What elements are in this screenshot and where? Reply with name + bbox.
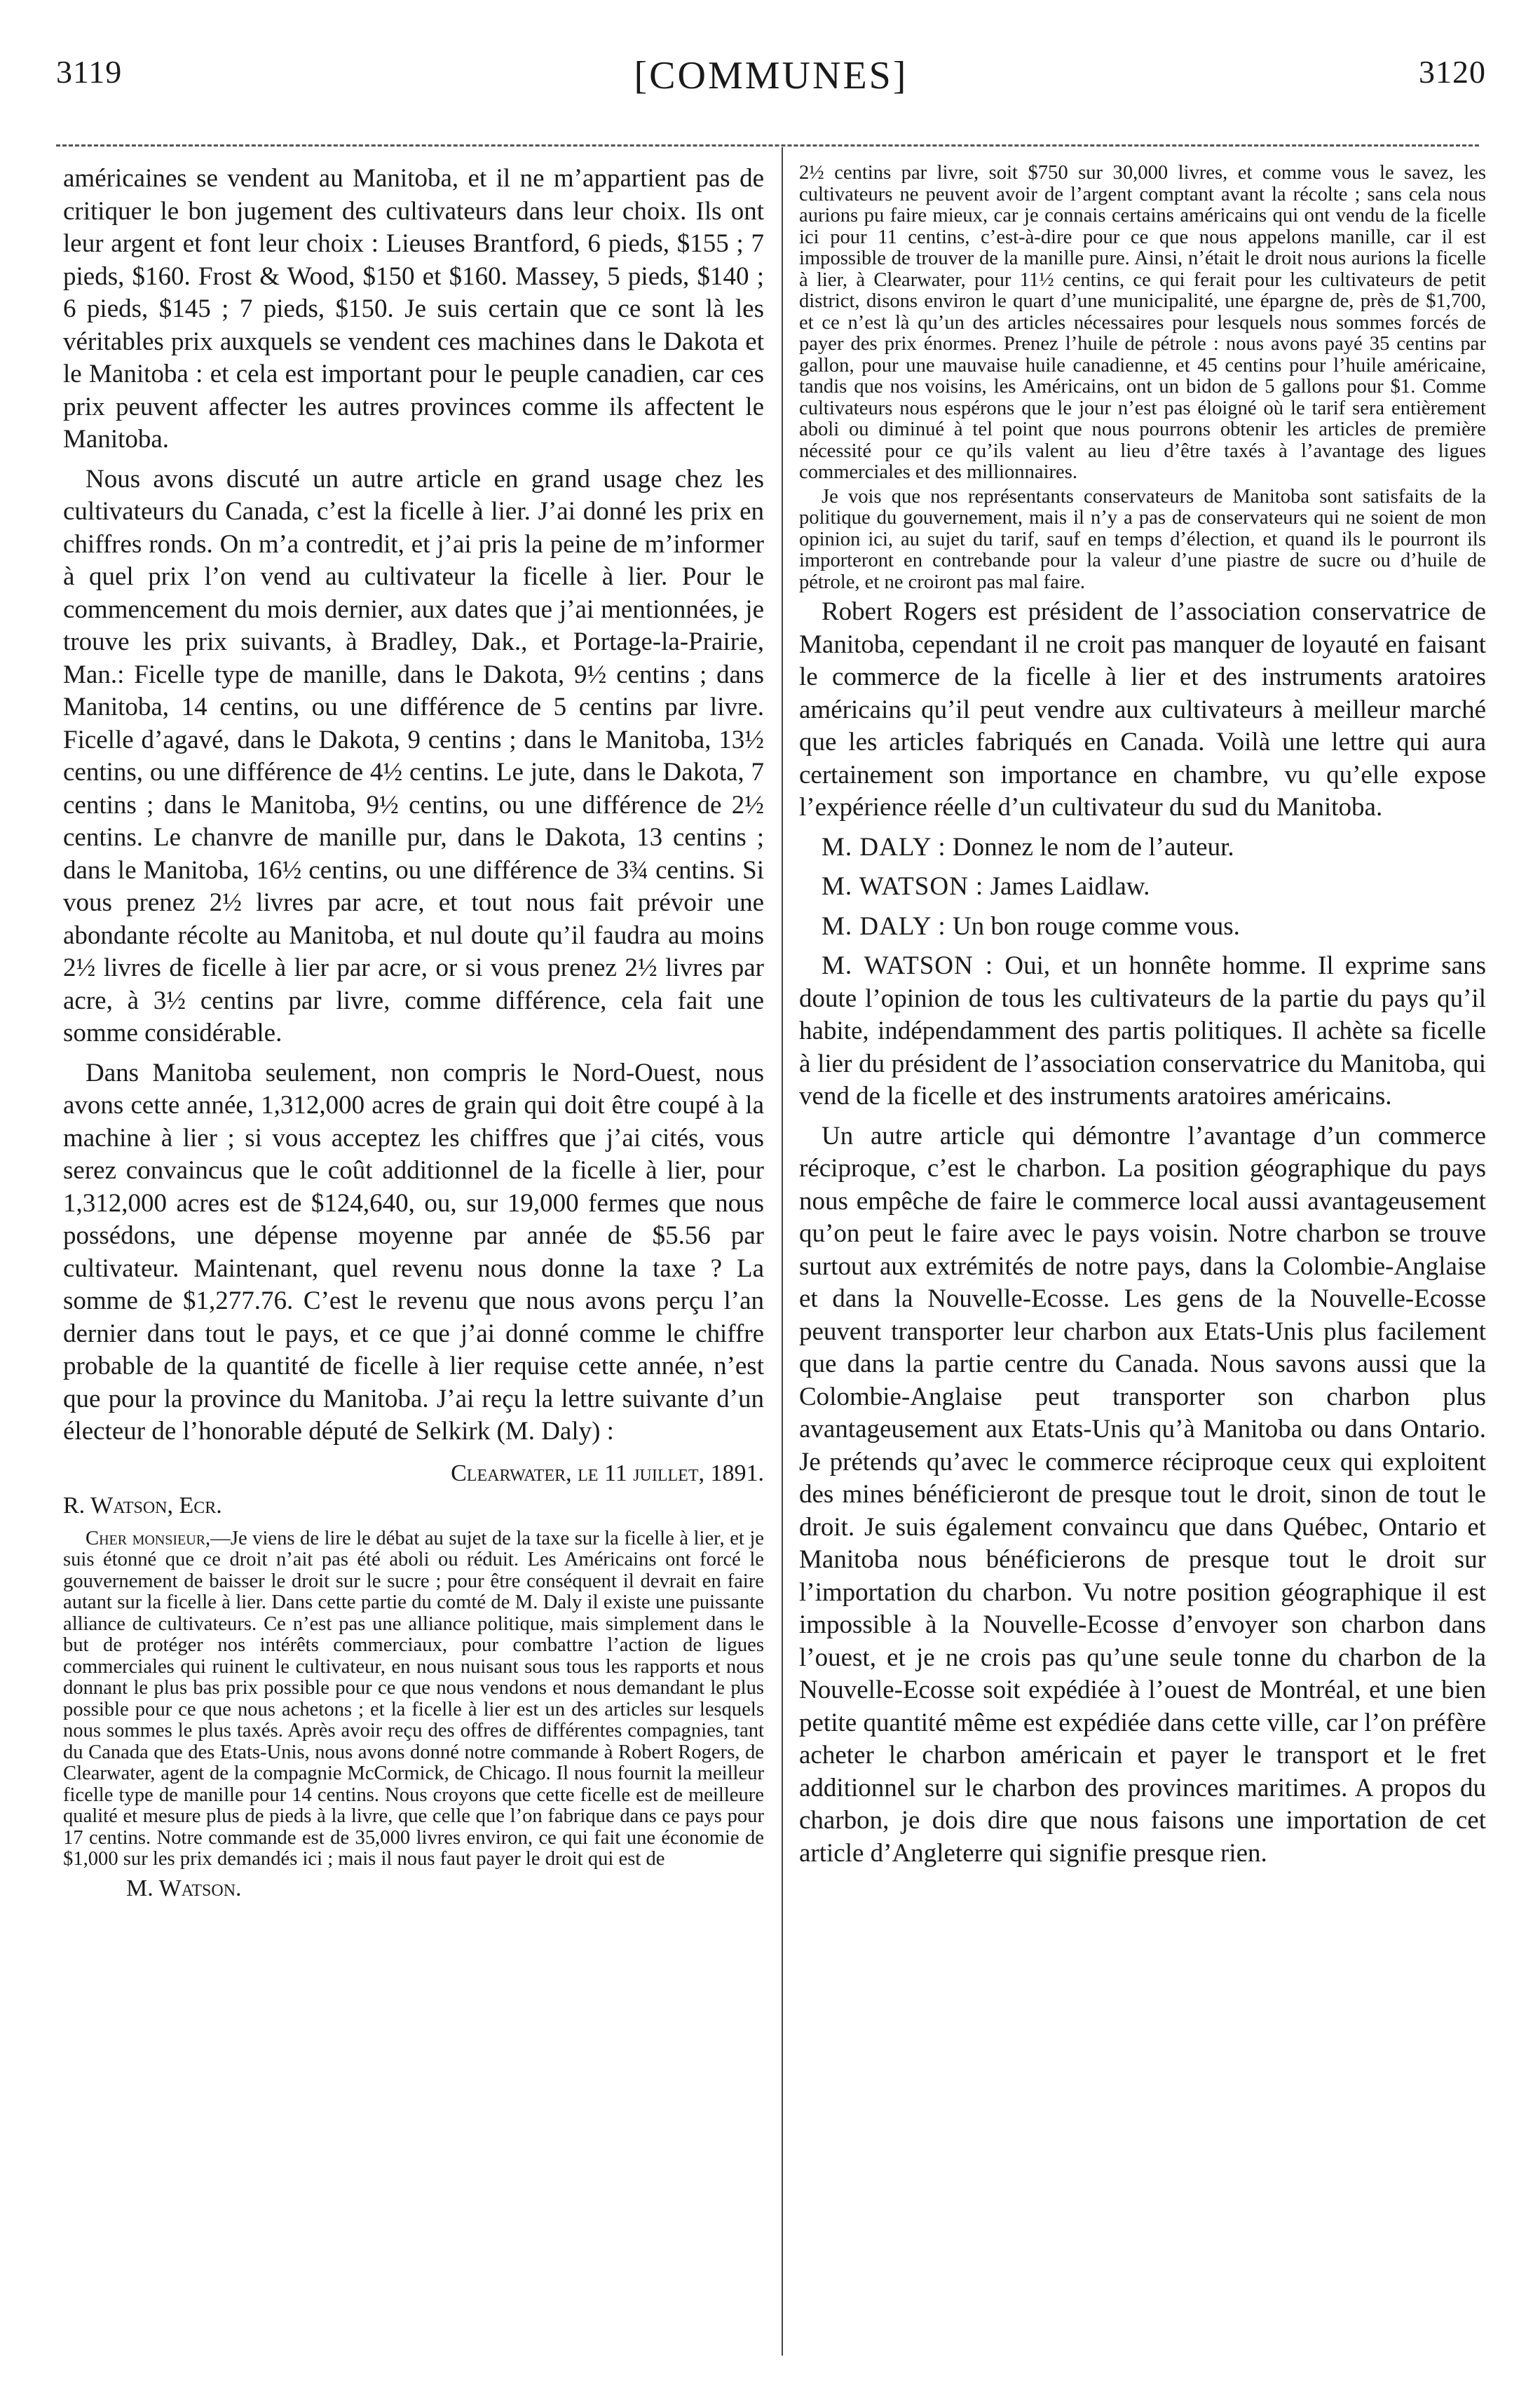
speech: [799, 831, 1486, 864]
paragraph: Robert Rogers est président de l’association conservatrice de Manitoba, cependant il ne croit pas manquer de loyauté en faisant le commerce de la ficelle à lier et des instruments aratoires américains qu’il peut vendre aux cultivateurs à meilleur marché que les articles fabriqués en Canada. Voilà une lettre qui aura certainement son importance en chambre, vu qu’elle expose l’expérience réelle d’un cultivateur du sud du Manitoba.: [799, 597, 1486, 822]
letter-body: [63, 1528, 764, 1870]
speech: [799, 950, 1486, 1113]
speech: [799, 871, 1486, 904]
speaker-name: M. WATSON :: [822, 951, 994, 980]
page-number-right: 3120: [1419, 54, 1486, 90]
paragraph: Dans Manitoba seulement, non compris le Nord-Ouest, nous avons cette année, 1,312,000 acres de grain qui doit être coupé à la machine à lier ; si vous acceptez les chiffres que j’ai cités, vous serez convaincus que le coût additionnel de la ficelle à lier, pour 1,312,000 acres est de $124,640, ou, sur 19,000 fermes que nous possédons, une dépense moyenne par année de $5.56 par cultivateur. Maintenant, quel revenu nous donne la taxe ? La somme de $1,277.76. C’est le revenu que nous avons perçu l’an dernier dans tout le pays, et ce que j’ai donné comme le chiffre probable de la quantité de ficelle à lier requise cette année, n’est que pour la province du Manitoba. J’ai reçu la lettre suivante d’un électeur de l’honorable député de Selkirk (M. Daly) :: [63, 1058, 764, 1446]
speaker-name: M. WATSON :: [822, 872, 984, 901]
letter-dateline: Clearwater, le 11 juillet, 1891.: [451, 1460, 764, 1486]
letter-continuation: 2½ centins par livre, soit $750 sur 30,000 livres, et comme vous le savez, les cultivateurs ne peuvent avoir de l’argent comptant avant la récolte ; sans cela nous aurions pu faire mieux, car je connais certains américains qui ont vendu de la ficelle ici pour 11 centins, c’est-à-dire pour ce que nous appelons manille, car il est impossible de trouver de la manille pure. Ainsi, n’était le droit nous aurions la ficelle à lier, à Clearwater, pour 11½ centins, ce qui ferait pour les cultivateurs de petit district, disons environ le quart d’une municipalité, une épargne de, près de $1,700, et ce n’est là qu’un des articles nécessaires pour lesquels nous sommes forcés de payer des prix énormes. Prenez l’huile de pétrole : nous avons payé 35 centins par gallon, pour une mauvaise huile canadienne, et 45 centins pour l’huile américaine, tandis que nos voisins, les Américains, ont un bidon de 5 gallons pour $1. Comme cultivateurs nous espérons que le jour n’est pas éloigné où le tarif sera entièrement aboli ou diminué à tel point que nous pourrons obtenir les articles de première nécessité pour ce qu’ils valent au lieu d’être taxés à l’avantage des ligues commerciales et des millionnaires.: [799, 162, 1486, 483]
left-column: [63, 163, 764, 1903]
header-rule: [56, 144, 1479, 147]
speaker-name: M. DALY :: [822, 911, 946, 941]
paragraph: Nous avons discuté un autre article en grand usage chez les cultivateurs du Canada, c’est la ficelle à lier. J’ai donné les prix en chiffres ronds. On m’a contredit, et j’ai pris la peine de m’informer à quel prix l’on vend au cultivateur la ficelle à lier. Pour le commencement du mois dernier, aux dates que j’ai mentionnées, je trouve les prix suivants, à Bradley, Dak., et Portage-la-Prairie, Man.: Ficelle type de manille, dans le Dakota, 9½ centins ; dans Manitoba, 14 centins, ou une différence de 5 centins par livre. Ficelle d’agavé, dans le Dakota, 9 centins ; dans le Manitoba, 13½ centins, ou une différence de 4½ centins. Le jute, dans le Dakota, 7 centins ; dans le Manitoba, 9½ centins, ou une différence de 2½ centins. Le chanvre de manille pur, dans le Dakota, 13 centins ; dans le Manitoba, 16½ centins, ou une différence de 3¾ centins. Si vous prenez 2½ livres par acre, et tout nous fait prévoir une abondante récolte au Manitoba, et nul doute qu’il faudra au moins 2½ livres de ficelle à lier par acre, or si vous prenez 2½ livres par acre, à 3½ centins par livre, comme différence, cela fait une somme considérable.: [63, 464, 764, 1047]
page-number-left: 3119: [56, 54, 123, 90]
speech-text: James Laidlaw.: [990, 872, 1150, 901]
speaker-name: M. DALY :: [822, 832, 946, 862]
paragraph: américaines se vendent au Manitoba, et il ne m’appartient pas de critiquer le bon jugement des cultivateurs dans leur choix. Ils ont leur argent et font leur choix : Lieuses Brantford, 6 pieds, $155 ; 7 pieds, $160. Frost & Wood, $150 et $160. Massey, 5 pieds, $140 ; 6 pieds, $145 ; 7 pieds, $150. Je suis certain que ce sont là les véritables prix auxquels se vendent ces machines dans le Dakota et le Manitoba : et cela est important pour le peuple canadien, car ces prix peuvent affecter les autres provinces comme ils affectent le Manitoba.: [63, 164, 764, 454]
speech-text: Donnez le nom de l’auteur.: [952, 832, 1234, 862]
letter-salutation: Cher monsieur,: [86, 1527, 211, 1549]
letter-continuation: Je vois que nos représentants conservateurs de Manitoba sont satisfaits de la politique du gouvernement, mais il n’y a pas de conservateurs qui ne soient de mon opinion ici, au sujet du tarif, sauf en temps d’élection, et quand ils le pourront ils importeront en contrebande pour la valeur d’une piastre de sucre ou d’huile de pétrole, et ne croiront pas mal faire.: [799, 485, 1486, 593]
speech-text: Oui, et un honnête homme. Il exprime sans doute l’opinion de tous les cultivateurs de la partie du pays qu’il habite, indépendamment des partis politiques. Il achète sa ficelle à lier du président de l’association conservatrice du Manitoba, qui vend de la ficelle et des instruments aratoires américains.: [799, 951, 1486, 1111]
speech-text: Un bon rouge comme vous.: [952, 911, 1240, 941]
speech: [799, 911, 1486, 944]
letter-signature: M. Watson.: [126, 1875, 242, 1901]
column-divider: [782, 147, 783, 2356]
letter-addressee: R. Watson, Ecr.: [63, 1492, 222, 1519]
paragraph: Un autre article qui démontre l’avantage d’un commerce réciproque, c’est le charbon. La position géographique du pays nous empêche de faire le commerce local aussi avantageusement qu’on peut le faire avec le pays voisin. Notre charbon se trouve surtout aux extrémités de notre pays, dans la Colombie-Anglaise et dans la Nouvelle-Ecosse. Les gens de la Nouvelle-Ecosse peuvent transporter leur charbon aux Etats-Unis plus facilement que dans la partie centre du Canada. Nous savons aussi que la Colombie-Anglaise peut transporter son charbon plus avantageusement aux Etats-Unis qu’à Manitoba ou dans Ontario. Je prétends qu’avec le commerce réciproque ceux qui exploitent des mines bénéficieront de presque tout le droit, sinon de tout le droit. Je suis également convaincu que dans Québec, Ontario et Manitoba nous bénéficierons de presque tout le droit sur l’importation du charbon. Vu notre position géographique il est impossible à la Nouvelle-Ecosse d’envoyer son charbon dans l’ouest, et je ne crois pas qu’une seule tonne du charbon de la Nouvelle-Ecosse soit expédiée à l’ouest de Montréal, et une bien petite quantité même est expédiée dans cette ville, car l’on préfère acheter le charbon américain et payer le transport et le fret additionnel sur le charbon des provinces maritimes. A propos du charbon, je dois dire que nous faisons une importation de cet article d’Angleterre qui signifie presque rien.: [799, 1121, 1486, 1868]
letter-text: —Je viens de lire le débat au sujet de la taxe sur la ficelle à lier, et je suis étonné que ce droit n’ait pas été aboli ou réduit. Les Américains ont forcé le gouvernement de baisser le droit sur le sucre ; pour être conséquent il devrait en faire autant sur la ficelle à lier. Dans cette partie du comté de M. Daly il existe une puissante alliance de cultivateurs. Ce n’est pas une alliance politique, mais simplement dans le but de protéger nos intérêts commerciaux, pour combattre l’action de ligues commerciales qui ruinent le cultivateur, en nous nuisant sous tous les rapports et nous donnant le plus bas prix possible pour ce que nous vendons et nous demandant le plus possible pour ce que nous achetons ; et la ficelle à lier est un des articles sur lesquels nous sommes le plus taxés. Après avoir reçu des offres de différentes compagnies, tant du Canada que des Etats-Unis, nous avons donné notre commande à Robert Rogers, de Clearwater, agent de la compagnie McCormick, de Chicago. Il nous fournit la meilleur ficelle type de manille pour 14 centins. Nous croyons que cette ficelle est de meilleure qualité et mesure plus de pieds à la livre, que celle que l’on fabrique dans ce pays pour 17 centins. Notre commande est de 35,000 livres environ, ce qui fait une économie de $1,000 sur les prix demandés ici ; mais il nous faut payer le droit qui est de: [63, 1527, 764, 1870]
page-header: [56, 53, 1486, 109]
page-title: [COMMUNES]: [634, 54, 908, 97]
right-column: [799, 163, 1486, 1877]
